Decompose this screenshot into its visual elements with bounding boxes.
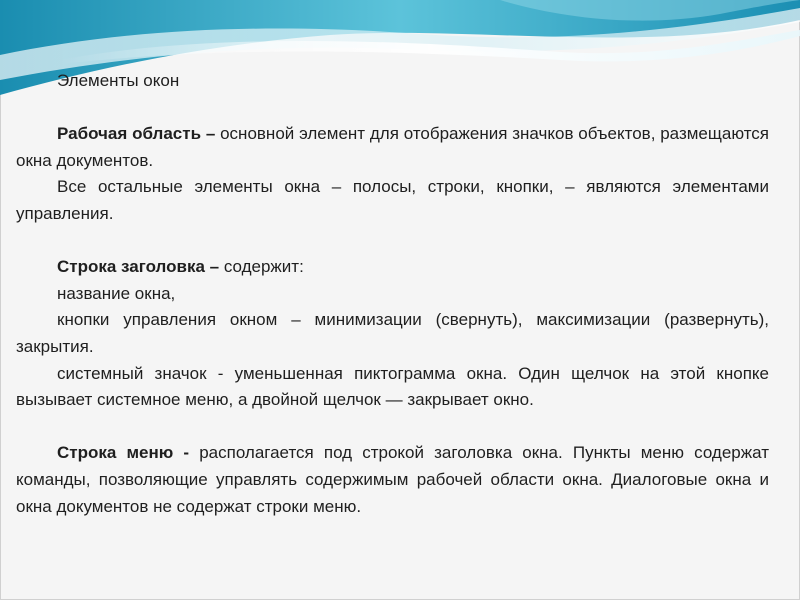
section-title: Элементы окон: [57, 71, 180, 90]
definition-work-area: основной элемент для отображения значков объектов, размещаются окна документов.: [16, 124, 769, 170]
spacer: [16, 95, 769, 122]
list-item-window-name: название окна,: [57, 283, 176, 303]
term-title-bar: Строка заголовка –: [57, 257, 220, 277]
spacer: [16, 414, 769, 441]
spacer: [16, 228, 769, 255]
paragraph-title-bar: [16, 254, 769, 281]
definition-menu-bar: располагается под строкой заголовка окна. Пункты меню содержат команды, позволяющие управлять содержимым рабочей области окна. Диалоговые окна и окна документов не содержат строки меню.: [16, 443, 769, 516]
term-menu-bar: Строка меню -: [57, 443, 190, 463]
slide-body: [16, 68, 769, 520]
paragraph-work-area: [16, 121, 769, 174]
definition-title-bar: содержит:: [219, 257, 304, 277]
paragraph-menu-bar: [16, 440, 769, 520]
paragraph-controls: Все остальные элементы окна – полосы, строки, кнопки, – являются элементами управления.: [16, 177, 769, 223]
list-item-window-buttons: кнопки управления окном – минимизации (свернуть), максимизации (развернуть), закрытия.: [16, 310, 769, 356]
list-item-system-icon: системный значок - уменьшенная пиктограмма окна. Один щелчок на этой кнопке вызывает системное меню, а двойной щелчок — закрывает окно.: [16, 363, 769, 410]
term-work-area: Рабочая область –: [57, 124, 216, 144]
